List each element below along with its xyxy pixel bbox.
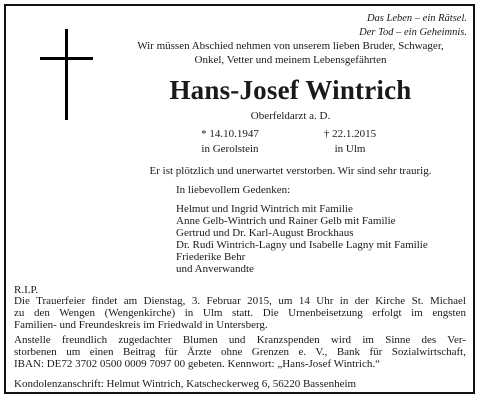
intro-line: Wir müssen Abschied nehmen von unserem lieben Bruder, Schwager,	[137, 40, 444, 52]
list-item: Helmut und Ingrid Wintrich mit Familie	[176, 203, 353, 215]
statement: Er ist plötzlich und unerwartet verstorben. Wir sind sehr traurig.	[149, 165, 432, 177]
birth-place: in Gerolstein	[201, 143, 259, 155]
rip: R.I.P.	[14, 284, 39, 296]
gedenken-heading: In liebevollem Gedenken:	[176, 184, 291, 196]
list-item: Gertrud und Dr. Karl-August Brockhaus	[176, 226, 354, 239]
motto	[359, 12, 467, 40]
death-info	[300, 127, 400, 157]
motto-line: Das Leben – ein Rätsel.	[366, 13, 467, 24]
birth-date: * 14.10.1947	[201, 128, 259, 140]
birth-info	[180, 127, 280, 157]
list-item: Anne Gelb-Wintrich und Rainer Gelb mit Familie	[176, 214, 396, 227]
list-item: Dr. Rudi Wintrich-Lagny und Isabelle Lagny mit Familie	[176, 238, 428, 251]
motto-line: Der Tod – ein Geheimnis.	[359, 27, 467, 38]
list-item: und Anverwandte	[176, 262, 254, 275]
paragraph-line: Die Trauerfeier findet am Dienstag, 3. Februar 2015, um 14 Uhr in der Kirche St. Michael	[14, 295, 466, 307]
condolence-address: Kondolenzanschrift: Helmut Wintrich, Katscheckerweg 6, 56220 Bassenheim	[14, 378, 357, 390]
funeral-paragraph	[14, 296, 466, 332]
intro-text	[113, 40, 468, 67]
paragraph-line: Anstelle freundlich zugedachter Blumen und Kranzspenden wird im Sinne des Ver-	[14, 334, 466, 346]
paragraph-line: zu den Wengen (Wengenkirche) in Ulm statt. Die Urnenbeisetzung erfolgt im engsten	[14, 306, 466, 319]
paragraph-line: Familien- und Freundeskreis im Friedwald in Untersberg.	[14, 318, 268, 331]
death-place: in Ulm	[334, 143, 366, 155]
donation-paragraph	[14, 335, 466, 371]
deceased-name: Hans-Josef Wintrich	[169, 75, 412, 105]
paragraph-line: storbenen um einen Beitrag für Ärzte ohne Grenzen e. V., Bank für Sozialwirtschaft,	[14, 345, 466, 358]
death-date: † 22.1.2015	[323, 128, 377, 140]
intro-line: Onkel, Vetter und meinem Lebensgefährten	[194, 53, 387, 66]
mourners-list	[176, 204, 428, 275]
paragraph-line: IBAN: DE72 3702 0500 0009 7097 00 gebeten. Kennwort: „Hans-Josef Wintrich.“	[14, 357, 380, 370]
deceased-title: Oberfeldarzt a. D.	[250, 110, 331, 122]
list-item: Friederike Behr	[176, 250, 246, 263]
